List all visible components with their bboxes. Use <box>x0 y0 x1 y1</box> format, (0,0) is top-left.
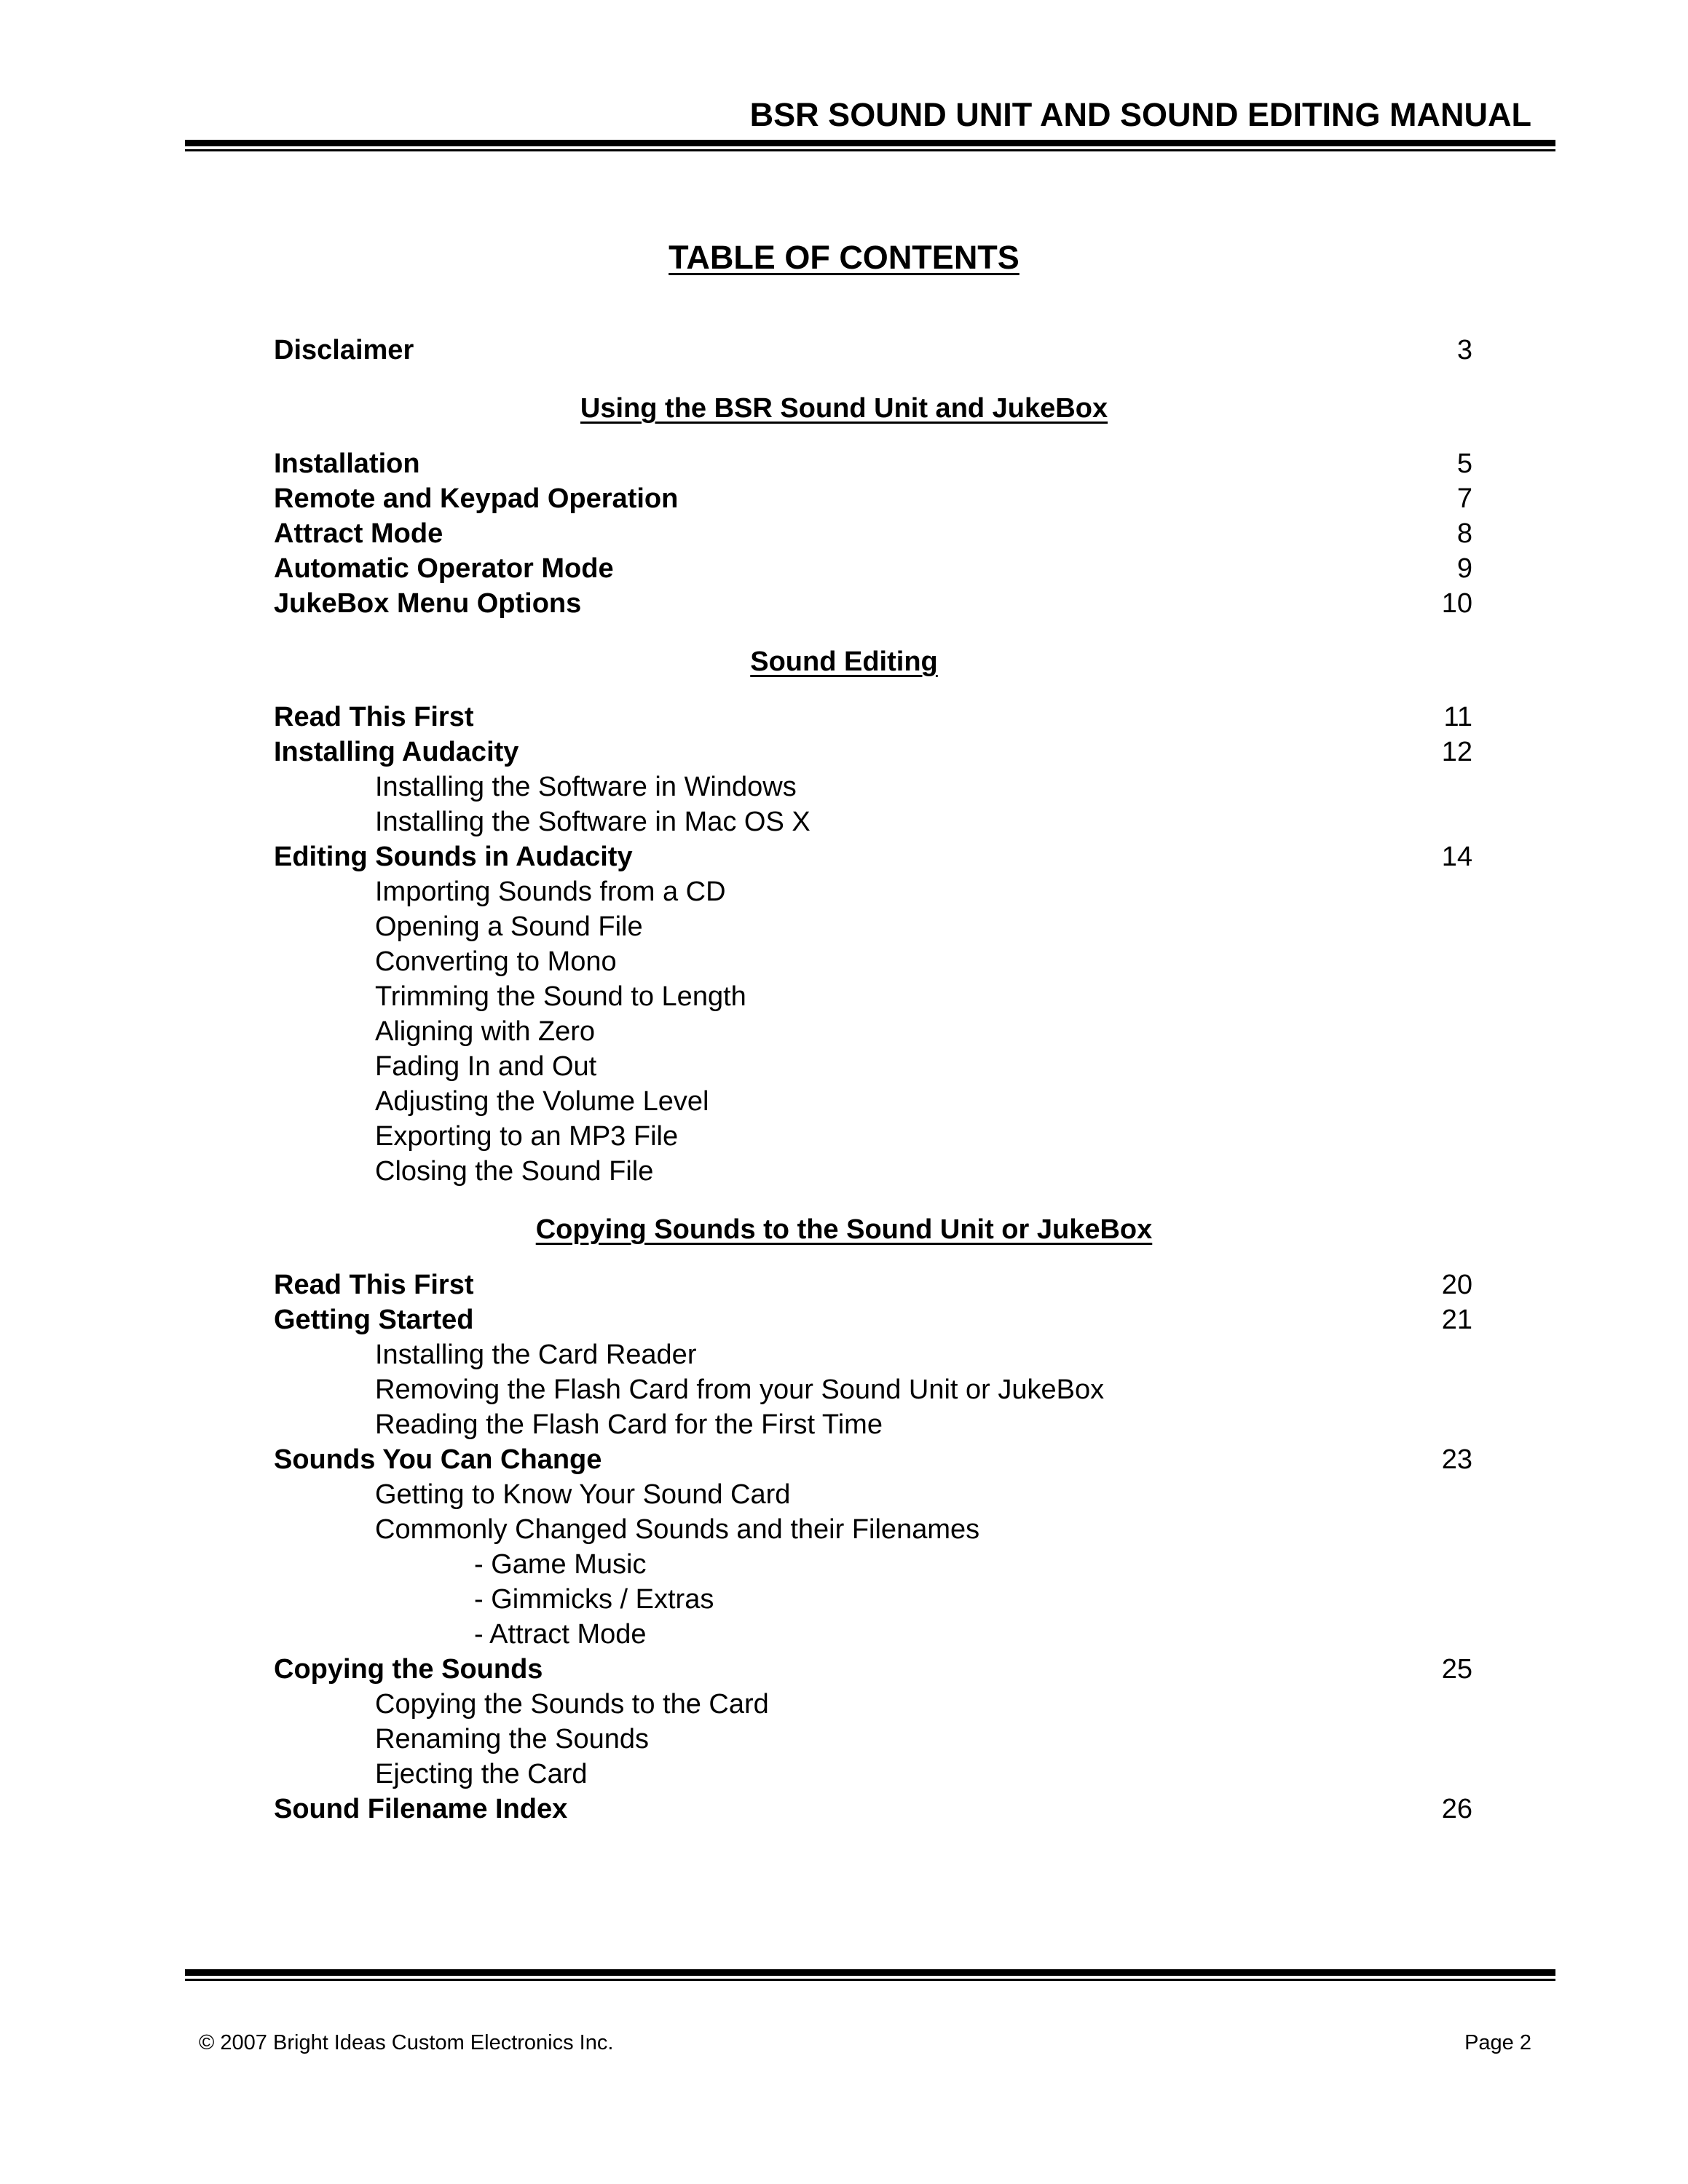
toc-entry-attract-mode: Attract Mode <box>274 518 443 549</box>
toc-page-automatic-operator: 9 <box>1456 553 1472 584</box>
toc-entry-jukebox-menu: JukeBox Menu Options <box>274 588 582 619</box>
toc-page-remote-keypad: 7 <box>1456 483 1472 514</box>
toc-entry-remote-keypad: Remote and Keypad Operation <box>274 483 679 514</box>
toc-subentry: Converting to Mono <box>375 946 617 977</box>
toc-subsubentry: - Gimmicks / Extras <box>474 1584 714 1615</box>
toc-page-installation: 5 <box>1456 448 1472 479</box>
toc-entry-read-first-editing: Read This First <box>274 702 474 732</box>
toc-subentry: Adjusting the Volume Level <box>375 1086 709 1117</box>
toc-page-sounds-you-can-change: 23 <box>1441 1444 1472 1475</box>
toc-subentry: Reading the Flash Card for the First Time <box>375 1409 883 1440</box>
toc-subentry: Trimming the Sound to Length <box>375 981 746 1012</box>
toc-page-read-first-copying: 20 <box>1441 1270 1472 1300</box>
toc-entry-disclaimer: Disclaimer <box>274 335 414 365</box>
document-header-title: BSR SOUND UNIT AND SOUND EDITING MANUAL <box>749 96 1531 133</box>
toc-page-attract-mode: 8 <box>1456 518 1472 549</box>
toc-entry-installing-audacity: Installing Audacity <box>274 737 519 767</box>
toc-subsubentry: - Game Music <box>474 1549 647 1580</box>
toc-subentry: Aligning with Zero <box>375 1016 596 1047</box>
toc-entry-installation: Installation <box>274 448 420 479</box>
toc-section-heading-sound-editing: Sound Editing <box>750 646 938 677</box>
toc-page-editing-sounds: 14 <box>1441 842 1472 872</box>
toc-subentry: Fading In and Out <box>375 1051 597 1082</box>
toc-entry-sounds-you-can-change: Sounds You Can Change <box>274 1444 602 1475</box>
toc-subentry: Getting to Know Your Sound Card <box>375 1479 791 1510</box>
toc-page-read-first-editing: 11 <box>1443 702 1472 732</box>
toc-subentry: Commonly Changed Sounds and their Filenames <box>375 1514 980 1545</box>
toc-page-getting-started: 21 <box>1441 1305 1472 1335</box>
footer-copyright: © 2007 Bright Ideas Custom Electronics Inc. <box>199 2031 614 2054</box>
toc-entry-editing-sounds: Editing Sounds in Audacity <box>274 842 633 872</box>
toc-subentry: Importing Sounds from a CD <box>375 877 726 907</box>
toc-title: TABLE OF CONTENTS <box>669 239 1019 276</box>
toc-subentry: Removing the Flash Card from your Sound Unit or JukeBox <box>375 1374 1105 1405</box>
toc-page-copying-sounds: 25 <box>1441 1654 1472 1685</box>
toc-entry-sound-filename-index: Sound Filename Index <box>274 1794 568 1824</box>
toc-section-heading-copying: Copying Sounds to the Sound Unit or JukeBox <box>535 1214 1153 1245</box>
header-rule-thick <box>185 140 1555 146</box>
footer-rule-thick <box>185 1969 1555 1976</box>
toc-subentry: Renaming the Sounds <box>375 1724 650 1754</box>
toc-subentry: Opening a Sound File <box>375 911 643 942</box>
toc-section-heading-sound-unit: Using the BSR Sound Unit and JukeBox <box>580 393 1108 424</box>
toc-subentry: Installing the Card Reader <box>375 1340 697 1370</box>
toc-page-sound-filename-index: 26 <box>1441 1794 1472 1824</box>
toc-subentry: Installing the Software in Mac OS X <box>375 807 811 837</box>
toc-entry-read-first-copying: Read This First <box>274 1270 474 1300</box>
header-rule-thin <box>185 149 1555 151</box>
toc-entry-automatic-operator: Automatic Operator Mode <box>274 553 614 584</box>
toc-page-jukebox-menu: 10 <box>1441 588 1472 619</box>
toc-entry-getting-started: Getting Started <box>274 1305 474 1335</box>
toc-entry-copying-sounds: Copying the Sounds <box>274 1654 543 1685</box>
toc-subentry: Installing the Software in Windows <box>375 772 797 802</box>
toc-subsubentry: - Attract Mode <box>474 1619 647 1650</box>
toc-subentry: Exporting to an MP3 File <box>375 1121 679 1152</box>
toc-subentry: Closing the Sound File <box>375 1156 654 1187</box>
toc-page-installing-audacity: 12 <box>1441 737 1472 767</box>
toc-page-disclaimer: 3 <box>1456 335 1472 365</box>
toc-subentry: Ejecting the Card <box>375 1759 588 1789</box>
footer-page-number: Page 2 <box>1464 2031 1531 2054</box>
toc-subentry: Copying the Sounds to the Card <box>375 1689 769 1720</box>
footer-rule-thin <box>185 1979 1555 1981</box>
